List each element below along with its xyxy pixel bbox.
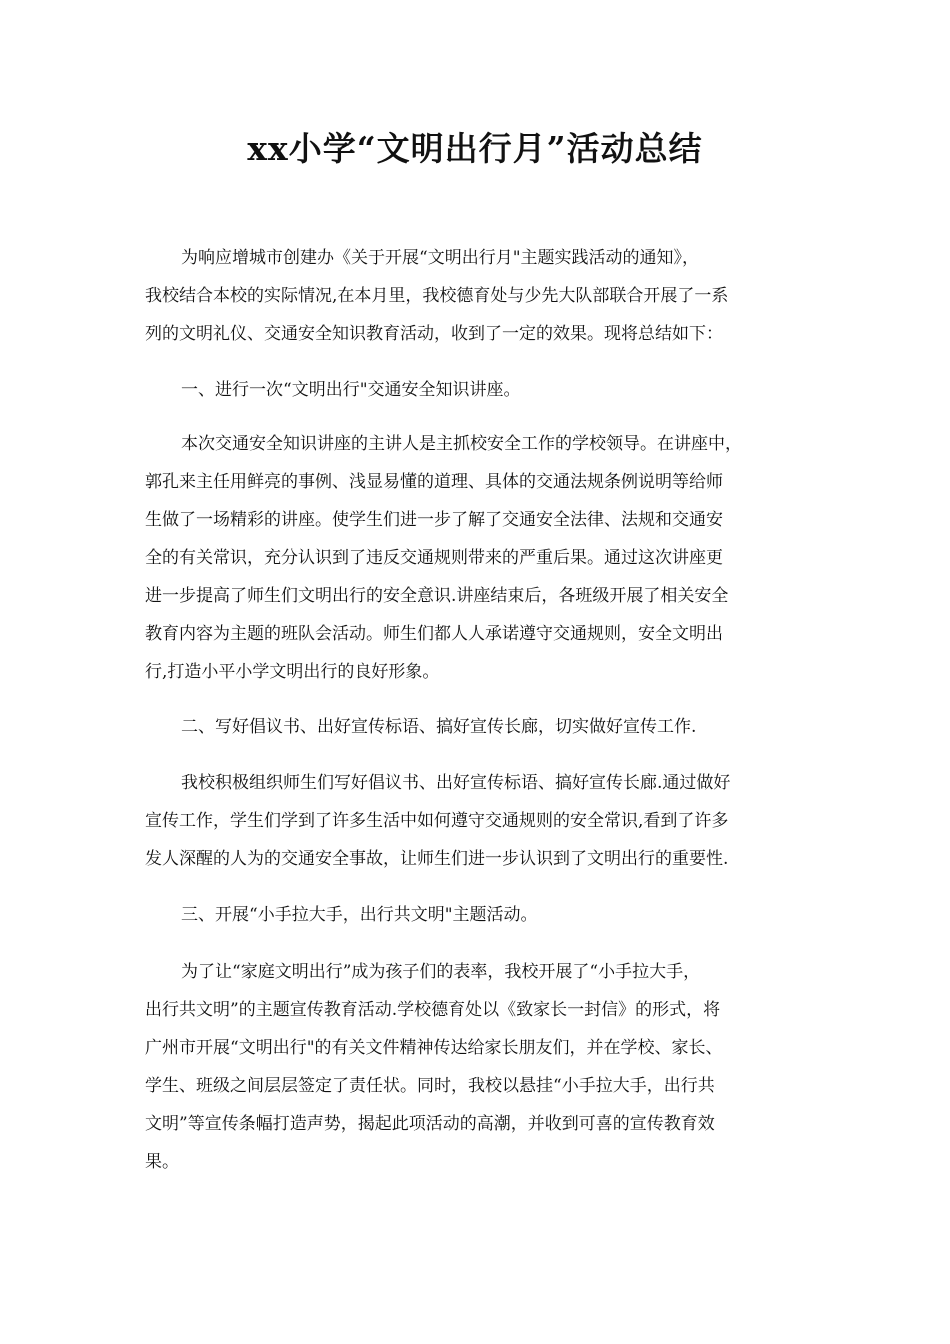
section-heading-1: [145, 371, 809, 409]
text-line: 我校积极组织师生们写好倡议书、出好宣传标语、搞好宣传长廊.通过做好: [181, 773, 731, 793]
paragraph-section-3: [145, 953, 809, 1181]
document-title: xx小学“文明出行月”活动总结: [247, 129, 703, 168]
text-line: 文明”等宣传条幅打造声势，揭起此项活动的高潮，并收到可喜的宣传教育效: [145, 1114, 715, 1134]
text-line: 宣传工作，学生们学到了许多生活中如何遵守交通规则的安全常识,看到了许多: [145, 811, 729, 831]
text-line: 学生、班级之间层层签定了责任状。同时，我校以悬挂“小手拉大手，出行共: [145, 1076, 715, 1096]
text-line: 发人深醒的人为的交通安全事故，让师生们进一步认识到了文明出行的重要性.: [145, 849, 729, 869]
text-line: 教育内容为主题的班队会活动。师生们都人人承诺遵守交通规则，安全文明出: [145, 624, 723, 644]
text-line: 果。: [145, 1152, 179, 1172]
text-line: 行,打造小平小学文明出行的良好形象。: [145, 662, 440, 682]
text-line: 本次交通安全知识讲座的主讲人是主抓校安全工作的学校领导。在讲座中，: [181, 434, 742, 454]
text-line: 郭孔来主任用鲜亮的事例、浅显易懂的道理、具体的交通法规条例说明等给师: [145, 472, 723, 492]
paragraph-intro: [145, 239, 809, 353]
section-heading-2: [145, 708, 809, 746]
text-line: 列的文明礼仪、交通安全知识教育活动，收到了一定的效果。现将总结如下：: [145, 324, 723, 344]
text-line: 为响应增城市创建办《关于开展“文明出行月"主题实践活动的通知》，: [181, 248, 700, 268]
paragraph-section-1: [145, 425, 809, 691]
text-line: 生做了一场精彩的讲座。使学生们进一步了解了交通安全法律、法规和交通安: [145, 510, 723, 530]
text-line: 进一步提高了师生们文明出行的安全意识.讲座结束后，各班级开展了相关安全: [145, 586, 729, 606]
text-line: 我校结合本校的实际情况,在本月里，我校德育处与少先大队部联合开展了一系: [145, 286, 729, 306]
text-line: 三、开展“小手拉大手，出行共文明"主题活动。: [181, 905, 538, 925]
text-line: 广州市开展“文明出行"的有关文件精神传达给家长朋友们，并在学校、家长、: [145, 1038, 723, 1058]
text-line: 全的有关常识，充分认识到了违反交通规则带来的严重后果。通过这次讲座更: [145, 548, 723, 568]
text-line: 出行共文明”的主题宣传教育活动.学校德育处以《致家长一封信》的形式，将: [145, 1000, 721, 1020]
text-line: 为了让“家庭文明出行”成为孩子们的表率，我校开展了“小手拉大手，: [181, 962, 701, 982]
paragraph-section-2: [145, 764, 809, 878]
section-heading-3: [145, 896, 809, 934]
text-line: 二、写好倡议书、出好宣传标语、搞好宣传长廊，切实做好宣传工作.: [181, 717, 697, 737]
text-line: 一、进行一次“文明出行"交通安全知识讲座。: [181, 380, 521, 400]
